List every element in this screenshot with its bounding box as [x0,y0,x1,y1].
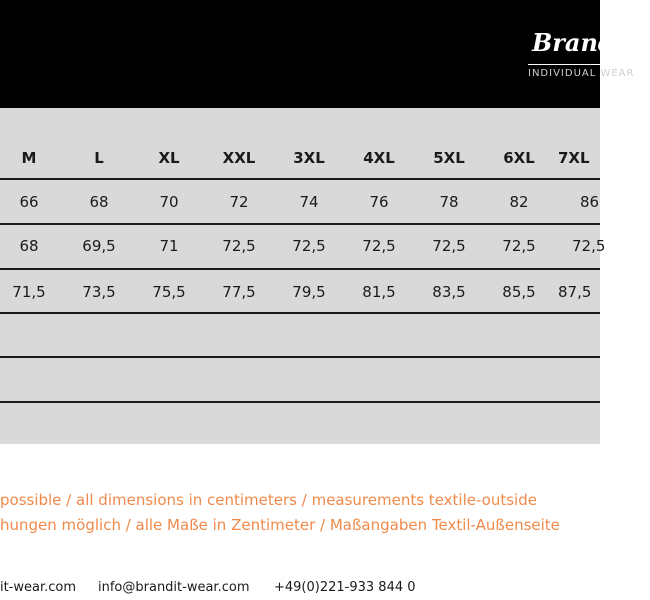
brand-tagline: INDIVIDUAL WEAR [528,68,635,79]
row-divider [0,223,600,225]
brand-divider [528,64,600,65]
table-cell: 79,5 [292,283,326,301]
size-header: 7XL [558,149,590,167]
note-german: hungen möglich / alle Maße in Zentimeter / Maßangaben Textil-Außenseite [0,516,560,534]
table-cell: 71,5 [12,283,46,301]
table-cell: 69,5 [82,237,116,255]
table-cell: 77,5 [222,283,256,301]
footer-website-link[interactable]: it-wear.com [0,580,77,595]
table-cell: 72,5 [362,237,396,255]
table-cell: 73,5 [82,283,116,301]
footer-phone: +49(0)221-933 844 0 [274,580,416,595]
size-header: L [94,149,104,167]
table-cell: 72,5 [222,237,256,255]
size-header: 4XL [363,149,395,167]
note-english: possible / all dimensions in centimeters / measurements textile-outside [0,491,537,509]
row-divider [0,268,600,270]
size-header: M [21,149,37,167]
table-cell: 74 [299,193,319,211]
table-cell: 82 [509,193,529,211]
row-divider [0,178,600,180]
table-cell: 75,5 [152,283,186,301]
table-cell: 87,5 [558,283,592,301]
size-header: 3XL [293,149,325,167]
table-cell: 72,5 [502,237,536,255]
table-cell: 66 [19,193,39,211]
table-cell: 70 [159,193,179,211]
table-cell: 72 [229,193,249,211]
row-divider [0,401,600,403]
table-cell: 68 [89,193,109,211]
row-divider [0,312,600,314]
table-cell: 68 [19,237,39,255]
table-cell: 85,5 [502,283,536,301]
table-cell: 76 [369,193,389,211]
table-cell: 71 [159,237,179,255]
size-header: XXL [222,149,256,167]
table-cell: 83,5 [432,283,466,301]
size-header: XL [158,149,180,167]
brand-logo: Brandit [532,28,635,57]
table-cell: 86 [580,193,600,211]
table-cell: 72,5 [572,237,606,255]
footer-email-link[interactable]: info@brandit-wear.com [98,580,250,595]
table-cell: 78 [439,193,459,211]
size-header: 5XL [433,149,465,167]
size-header: 6XL [503,149,535,167]
row-divider [0,356,600,358]
header-bar [0,0,635,108]
table-cell: 72,5 [432,237,466,255]
table-cell: 72,5 [292,237,326,255]
table-cell: 81,5 [362,283,396,301]
